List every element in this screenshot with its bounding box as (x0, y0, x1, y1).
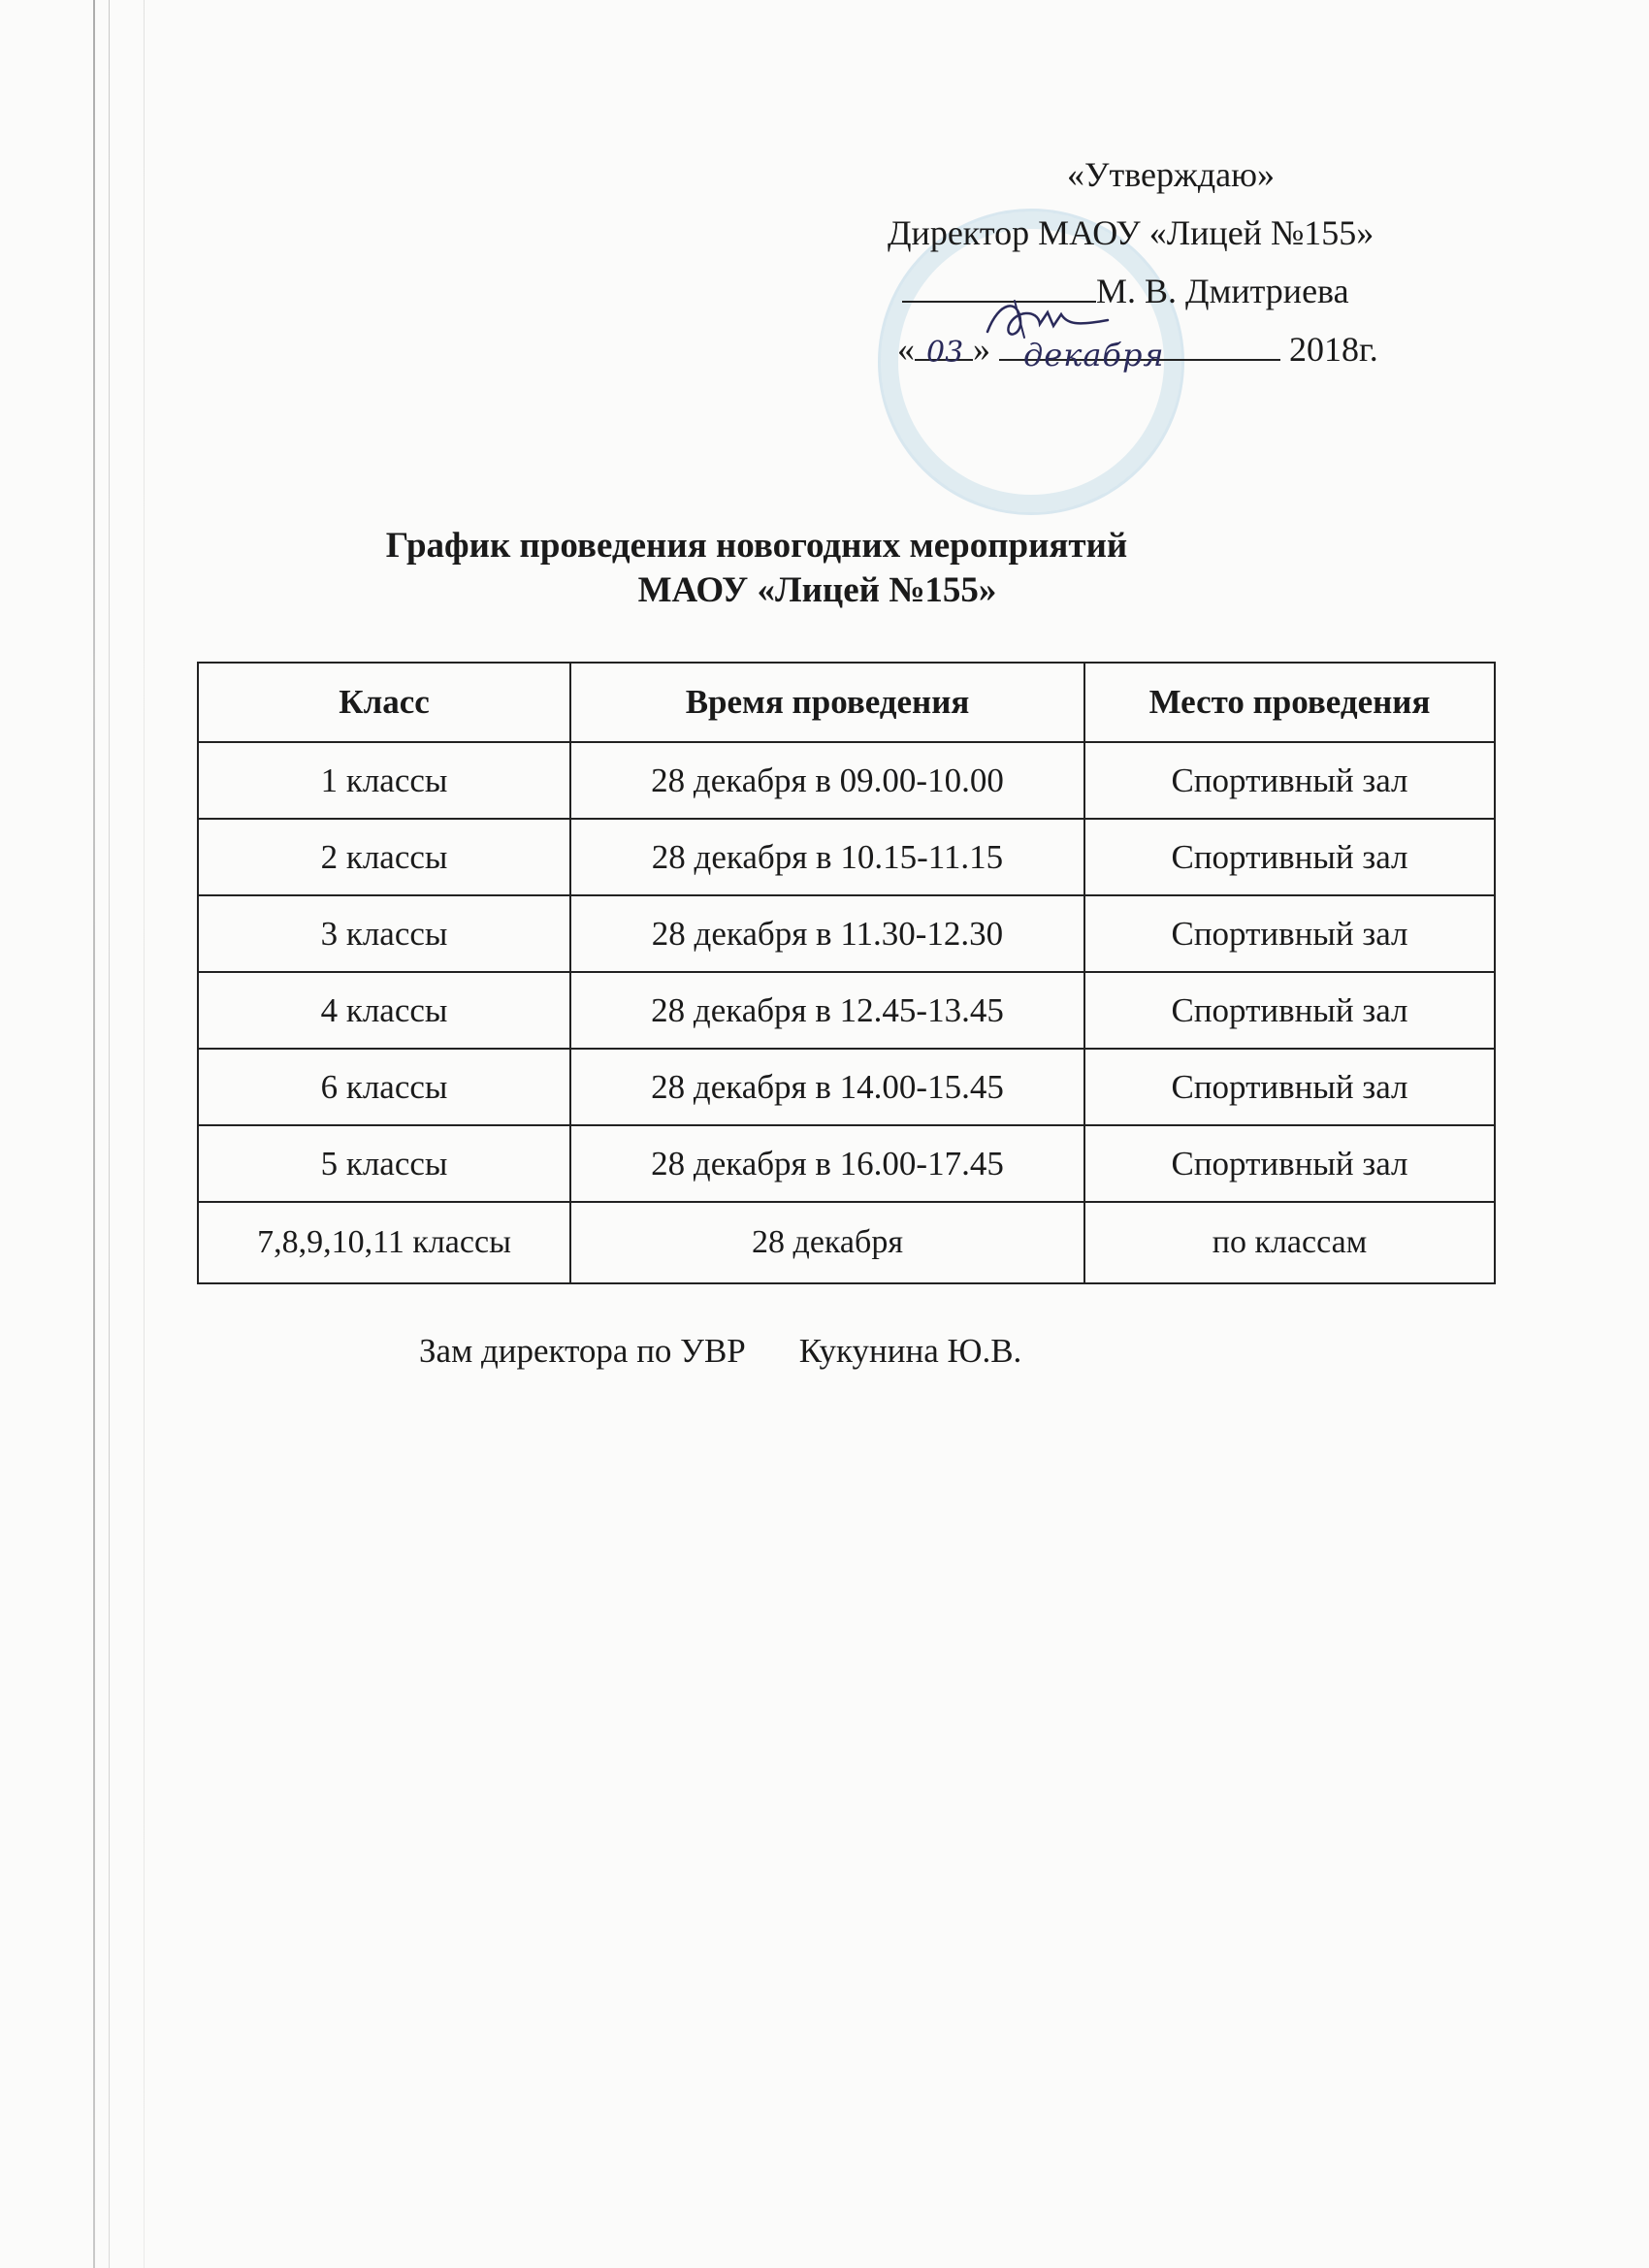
cell-place: по классам (1084, 1202, 1495, 1283)
approval-title: «Утверждаю» (1067, 155, 1276, 194)
header-time: Время проведения (570, 663, 1084, 742)
scan-edge-line (109, 0, 110, 2268)
cell-class: 1 классы (198, 742, 570, 819)
title-line-1: График проведения новогодних мероприятий (385, 526, 1128, 566)
cell-place: Спортивный зал (1084, 972, 1495, 1049)
scan-edge-line (144, 0, 145, 2268)
cell-class: 2 классы (198, 819, 570, 895)
cell-class: 6 классы (198, 1049, 570, 1125)
cell-class: 4 классы (198, 972, 570, 1049)
cell-place: Спортивный зал (1084, 742, 1495, 819)
table-header-row (198, 663, 1495, 742)
signoff-block (419, 1332, 1021, 1371)
document-title (0, 524, 1649, 613)
table-row (198, 895, 1495, 972)
table-row (198, 1125, 1495, 1202)
quote-open: « (897, 330, 915, 369)
cell-place: Спортивный зал (1084, 819, 1495, 895)
table-row (198, 1202, 1495, 1283)
cell-time: 28 декабря в 16.00-17.45 (570, 1125, 1084, 1202)
header-place: Место проведения (1084, 663, 1495, 742)
signature-row (873, 262, 1571, 320)
director-signature (980, 291, 1116, 349)
date-year: 2018г. (1289, 330, 1378, 369)
cell-class: 3 классы (198, 895, 570, 972)
approval-date (873, 320, 1571, 378)
title-line-2: МАОУ «Лицей №155» (637, 570, 997, 610)
table-row (198, 742, 1495, 819)
cell-time: 28 декабря в 14.00-15.45 (570, 1049, 1084, 1125)
cell-class: 7,8,9,10,11 классы (198, 1202, 570, 1283)
cell-class: 5 классы (198, 1125, 570, 1202)
table-row (198, 819, 1495, 895)
approval-block (873, 146, 1571, 378)
date-month: декабря (1023, 337, 1165, 373)
schedule-table (197, 662, 1496, 1284)
cell-place: Спортивный зал (1084, 1049, 1495, 1125)
director-name: М. В. Дмитриева (1096, 272, 1349, 310)
signoff-position: Зам директора по УВР (419, 1332, 746, 1370)
cell-place: Спортивный зал (1084, 895, 1495, 972)
header-class: Класс (198, 663, 570, 742)
table-row (198, 972, 1495, 1049)
signoff-name: Кукунина Ю.В. (798, 1332, 1022, 1370)
scan-edge-line (93, 0, 95, 2268)
cell-place: Спортивный зал (1084, 1125, 1495, 1202)
cell-time: 28 декабря (570, 1202, 1084, 1283)
table-row (198, 1049, 1495, 1125)
date-day: 03 (926, 336, 964, 370)
cell-time: 28 декабря в 11.30-12.30 (570, 895, 1084, 972)
cell-time: 28 декабря в 12.45-13.45 (570, 972, 1084, 1049)
date-day-line (915, 330, 973, 370)
cell-time: 28 декабря в 09.00-10.00 (570, 742, 1084, 819)
director-position: Директор МАОУ «Лицей №155» (888, 213, 1374, 252)
quote-close: » (973, 330, 990, 369)
cell-time: 28 декабря в 10.15-11.15 (570, 819, 1084, 895)
